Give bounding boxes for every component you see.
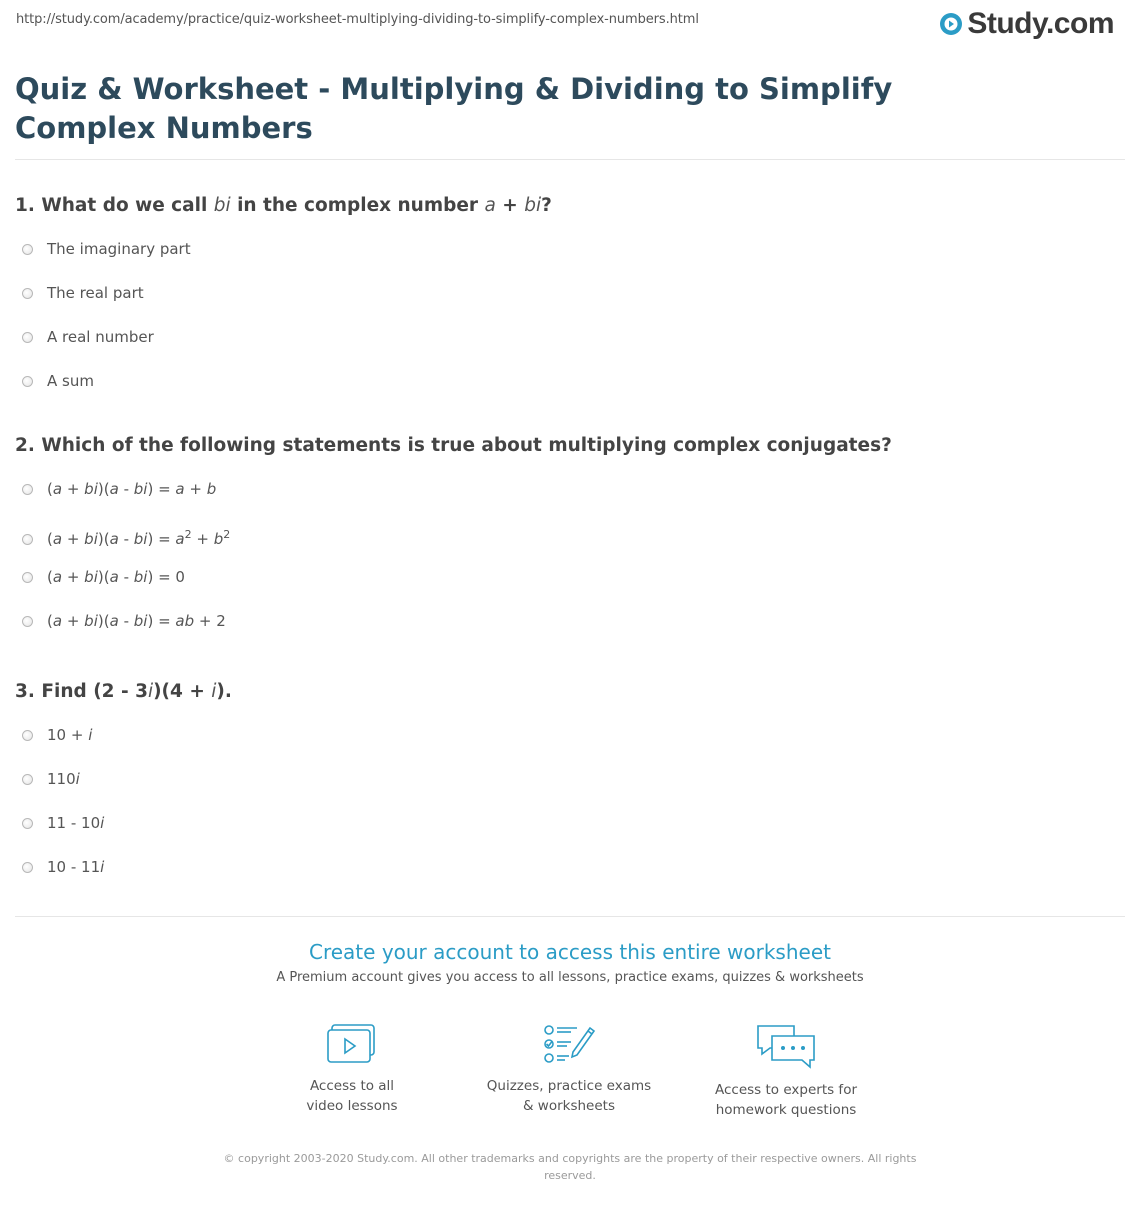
answer-option[interactable] xyxy=(22,328,191,372)
answer-text: The real part xyxy=(47,284,144,302)
radio-button[interactable] xyxy=(22,730,33,741)
question-1-answers xyxy=(22,240,191,416)
question-2: 2. Which of the following statements is true about multiplying complex conjugates? xyxy=(15,435,892,456)
radio-button[interactable] xyxy=(22,616,33,627)
feature-quizzes xyxy=(469,1022,669,1116)
logo-text: Study.com xyxy=(967,7,1114,40)
radio-button[interactable] xyxy=(22,288,33,299)
answer-text: The imaginary part xyxy=(47,240,191,258)
answer-text: (a + bi)(a - bi) = 0 xyxy=(47,568,185,586)
radio-button[interactable] xyxy=(22,862,33,873)
feature-video-lessons xyxy=(252,1022,452,1116)
cta-divider xyxy=(15,916,1125,917)
answer-option[interactable] xyxy=(22,372,191,416)
page-title: Quiz & Worksheet - Multiplying & Dividing to Simplify Complex Numbers xyxy=(15,72,893,145)
answer-option[interactable] xyxy=(22,612,230,656)
quiz-checklist-icon xyxy=(469,1022,669,1066)
answer-option[interactable] xyxy=(22,524,230,568)
radio-button[interactable] xyxy=(22,376,33,387)
answer-text: 10 - 11i xyxy=(47,858,105,876)
radio-button[interactable] xyxy=(22,534,33,545)
radio-button[interactable] xyxy=(22,484,33,495)
answer-option[interactable] xyxy=(22,284,191,328)
answer-option[interactable] xyxy=(22,814,104,858)
answer-option[interactable] xyxy=(22,240,191,284)
answer-text: (a + bi)(a - bi) = ab + 2 xyxy=(47,612,226,630)
question-1: 1. What do we call bi in the complex number a + bi? xyxy=(15,195,552,216)
feature-label: Quizzes, practice exams & worksheets xyxy=(486,1078,652,1114)
answer-option[interactable] xyxy=(22,726,104,770)
radio-button[interactable] xyxy=(22,332,33,343)
cta-subtitle: A Premium account gives you access to all lessons, practice exams, quizzes & worksheets xyxy=(276,970,864,985)
page-url: http://study.com/academy/practice/quiz-worksheet-multiplying-dividing-to-simplify-complex-numbers.html xyxy=(16,12,699,27)
answer-text: (a + bi)(a - bi) = a + b xyxy=(47,480,217,498)
video-lessons-icon xyxy=(252,1022,452,1066)
answer-option[interactable] xyxy=(22,858,104,902)
answer-text: A sum xyxy=(47,372,94,390)
question-3-answers xyxy=(22,726,104,902)
answer-option[interactable] xyxy=(22,770,104,814)
feature-experts xyxy=(686,1022,886,1120)
answer-text: $(a + bi)(a - bi) = a^2 + b^2$ xyxy=(47,528,231,548)
question-3: 3. Find (2 - 3i)(4 + i). xyxy=(15,681,232,702)
radio-button[interactable] xyxy=(22,774,33,785)
answer-text: 10 + i xyxy=(47,726,93,744)
answer-text: A real number xyxy=(47,328,154,346)
title-divider xyxy=(15,159,1125,160)
chat-bubbles-icon xyxy=(686,1022,886,1070)
study-logo[interactable] xyxy=(939,6,1114,42)
feature-label: Access to all video lessons xyxy=(306,1078,398,1114)
answer-text: 110i xyxy=(47,770,80,788)
question-2-answers xyxy=(22,480,230,656)
feature-label: Access to experts for homework questions xyxy=(714,1082,857,1118)
answer-option[interactable] xyxy=(22,480,230,524)
answer-text: 11 - 10i xyxy=(47,814,105,832)
create-account-link[interactable]: Create your account to access this entire worksheet xyxy=(309,940,831,964)
copyright-notice: © copyright 2003-2020 Study.com. All other trademarks and copyrights are the property of their respective owners. All rights reserved. xyxy=(223,1152,917,1182)
play-circle-icon xyxy=(939,12,963,36)
radio-button[interactable] xyxy=(22,244,33,255)
answer-option[interactable] xyxy=(22,568,230,612)
radio-button[interactable] xyxy=(22,818,33,829)
radio-button[interactable] xyxy=(22,572,33,583)
